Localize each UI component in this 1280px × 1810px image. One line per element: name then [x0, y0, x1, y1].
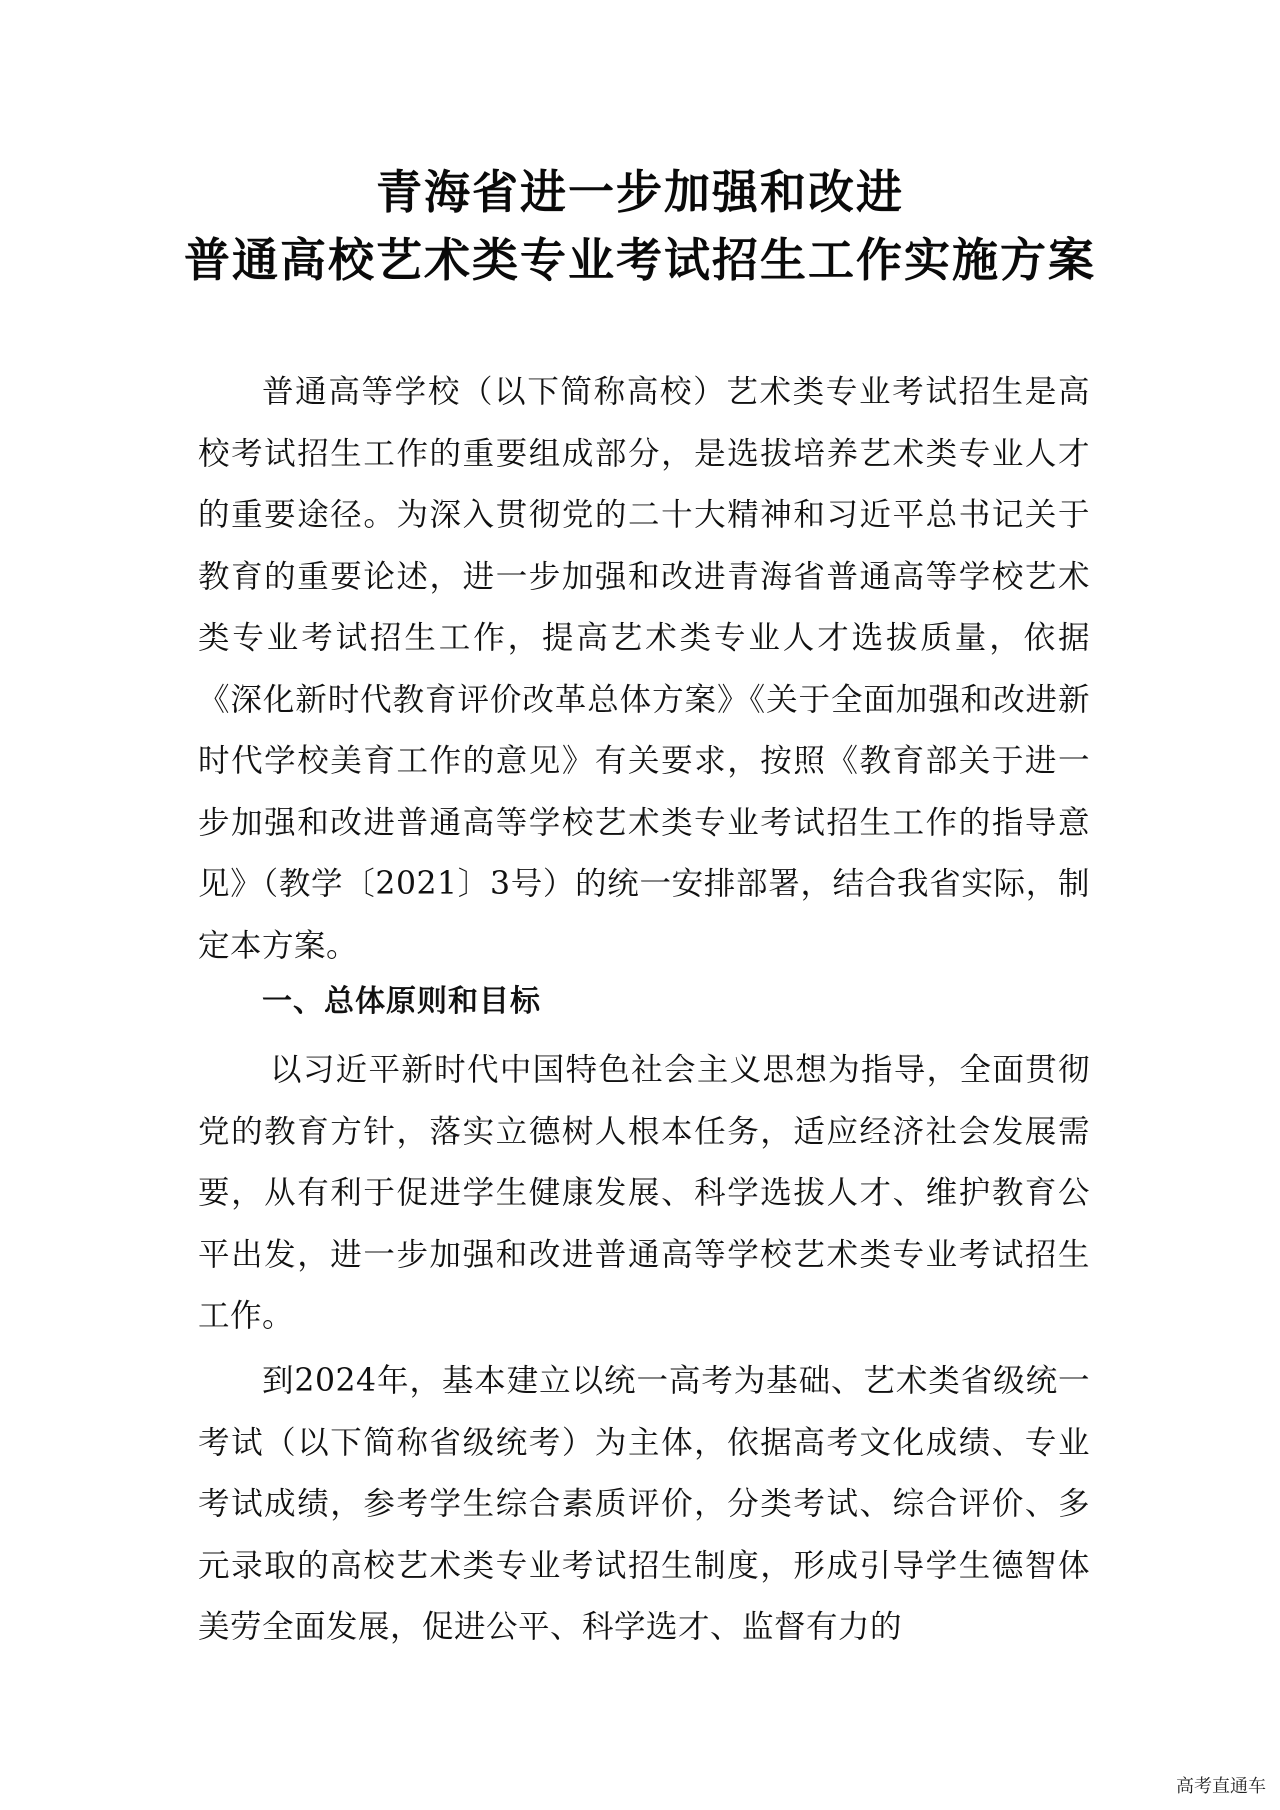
document-title-line2: 普通高校艺术类专业考试招生工作实施方案 [184, 233, 1096, 287]
document-title-line1: 青海省进一步加强和改进 [376, 165, 904, 219]
paragraph-goals: 到2024年，基本建立以统一高考为基础、艺术类省级统一考试（以下简称省级统考）为主体，依据高考文化成绩、专业考试成绩，参考学生综合素质评价，分类考试、综合评价、多元录取的高校艺术类专业考试招生制度，形成引导学生德智体美劳全面发展，促进公平、科学选才、监督有力的 [198, 1363, 1090, 1645]
section-heading-principles: 一、总体原则和目标 [262, 984, 541, 1019]
paragraph-guiding-thought: 以习近平新时代中国特色社会主义思想为指导，全面贯彻党的教育方针，落实立德树人根本任务，适应经济社会发展需要，从有利于促进学生健康发展、科学选拔人才、维护教育公平出发，进一步加强和改进普通高等学校艺术类专业考试招生工作。 [198, 1052, 1090, 1334]
paragraph-intro: 普通高等学校（以下简称高校）艺术类专业考试招生是高校考试招生工作的重要组成部分，是选拔培养艺术类专业人才的重要途径。为深入贯彻党的二十大精神和习近平总书记关于教育的重要论述，进一步加强和改进青海省普通高等学校艺术类专业考试招生工作，提高艺术类专业人才选拔质量，依据《深化新时代教育评价改革总体方案》《关于全面加强和改进新时代学校美育工作的意见》有关要求，按照《教育部关于进一步加强和改进普通高等学校艺术类专业考试招生工作的指导意见》（教学〔2021〕3号）的统一安排部署，结合我省实际，制定本方案。 [198, 374, 1090, 964]
watermark-text: 高考直通车 [1176, 1776, 1266, 1797]
